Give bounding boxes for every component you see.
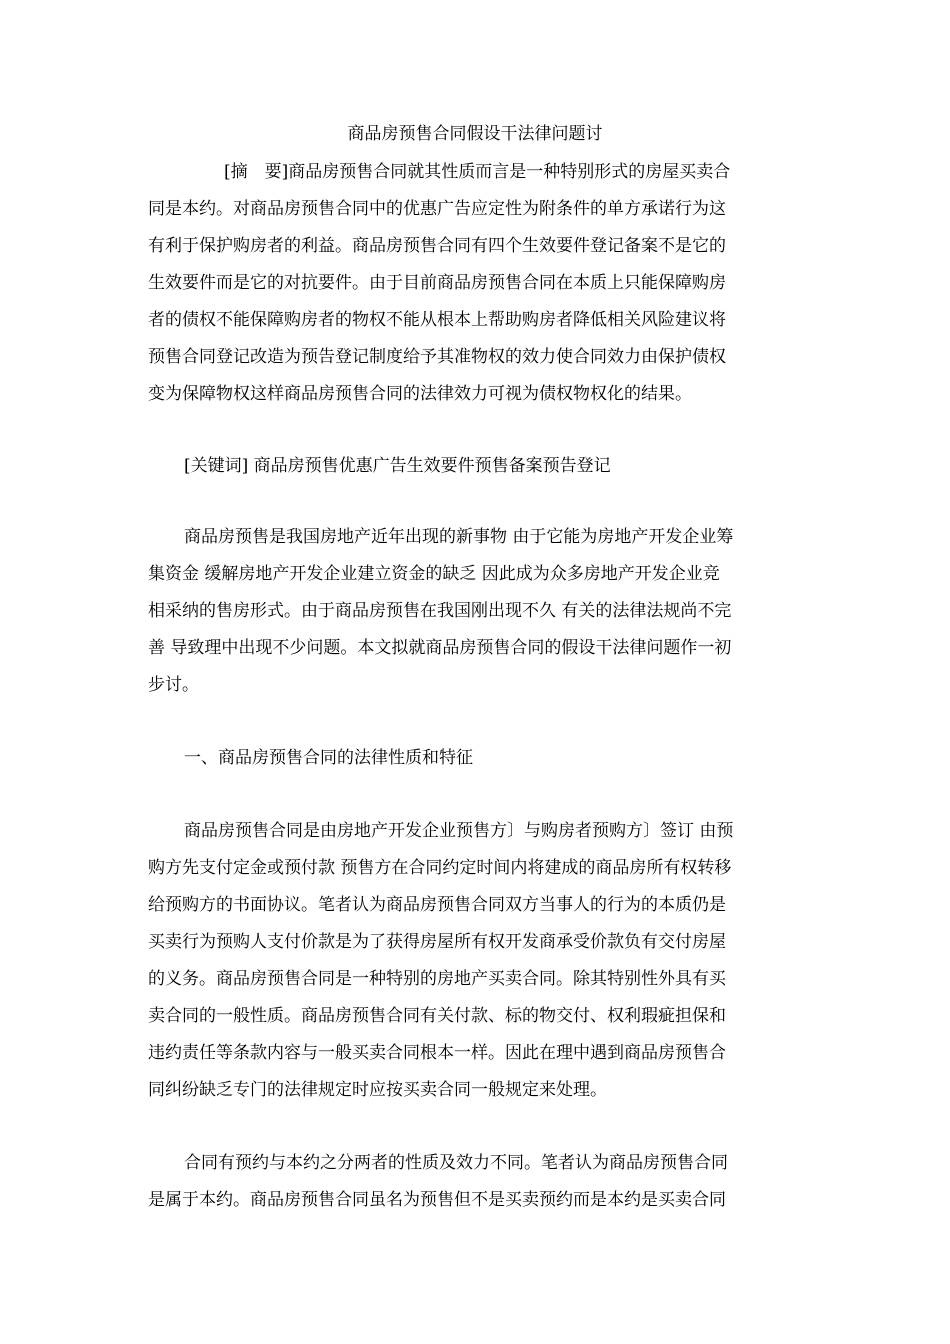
keywords-paragraph xyxy=(148,448,800,485)
section1-paragraph-2 xyxy=(148,1145,800,1219)
abstract-line: 预售合同登记改造为预告登记制度给予其准物权的效力使合同效力由保护债权 xyxy=(148,347,726,367)
intro-line: 商品房预售是我国房地产近年出现的新事物 由于它能为房地产开发企业筹 xyxy=(184,527,734,547)
intro-line: 步讨。 xyxy=(148,675,199,695)
body-line: 的义务。商品房预售合同是一种特别的房地产买卖合同。除其特别性外具有买 xyxy=(148,969,726,989)
body-line: 同纠纷缺乏专门的法律规定时应按买卖合同一般规定来处理。 xyxy=(148,1080,607,1100)
intro-line: 集资金 缓解房地产开发企业建立资金的缺乏 因此成为众多房地产开发企业竞 xyxy=(148,564,720,584)
body-line: 卖合同的一般性质。商品房预售合同有关付款、标的物交付、权利瑕疵担保和 xyxy=(148,1006,726,1026)
intro-paragraph xyxy=(148,519,800,704)
abstract-line: 生效要件而是它的对抗要件。由于目前商品房预售合同在本质上只能保障购房 xyxy=(148,273,726,293)
body-line: 买卖行为预购人支付价款是为了获得房屋所有权开发商承受价款负有交付房屋 xyxy=(148,932,726,952)
body-line: 是属于本约。商品房预售合同虽名为预售但不是买卖预约而是本约是买卖合同 xyxy=(148,1190,726,1210)
abstract-line: 有利于保护购房者的利益。商品房预售合同有四个生效要件登记备案不是它的 xyxy=(148,236,726,256)
intro-line: 善 导致理中出现不少问题。本文拟就商品房预售合同的假设干法律问题作一初 xyxy=(148,638,732,658)
abstract-line: 者的债权不能保障购房者的物权不能从根本上帮助购房者降低相关风险建议将 xyxy=(148,310,726,330)
document-title: 商品房预售合同假设干法律问题讨 xyxy=(347,124,603,144)
section1-paragraph-1 xyxy=(148,813,800,1109)
abstract-line: [摘 要]商品房预售合同就其性质而言是一种特别形式的房屋买卖合 xyxy=(224,162,731,182)
abstract-line: 同是本约。对商品房预售合同中的优惠广告应定性为附条件的单方承诺行为这 xyxy=(148,199,726,219)
section1-heading-block xyxy=(148,740,800,777)
section-heading: 一、商品房预售合同的法律性质和特征 xyxy=(184,748,473,768)
abstract-paragraph xyxy=(148,154,800,413)
intro-line: 相采纳的售房形式。由于商品房预售在我国刚出现不久 有关的法律法规尚不完 xyxy=(148,601,732,621)
body-line: 违约责任等条款内容与一般买卖合同根本一样。因此在理中遇到商品房预售合 xyxy=(148,1043,726,1063)
body-line: 合同有预约与本约之分两者的性质及效力不同。笔者认为商品房预售合同 xyxy=(184,1153,728,1173)
body-line: 购方先支付定金或预付款 预售方在合同约定时间内将建成的商品房所有权转移 xyxy=(148,858,732,878)
body-line: 商品房预售合同是由房地产开发企业预售方〕与购房者预购方〕签订 由预 xyxy=(184,821,734,841)
keywords-line: [关键词] 商品房预售优惠广告生效要件预售备案预告登记 xyxy=(184,456,611,476)
body-line: 给预购方的书面协议。笔者认为商品房预售合同双方当事人的行为的本质仍是 xyxy=(148,895,726,915)
abstract-line: 变为保障物权这样商品房预售合同的法律效力可视为债权物权化的结果。 xyxy=(148,384,692,404)
